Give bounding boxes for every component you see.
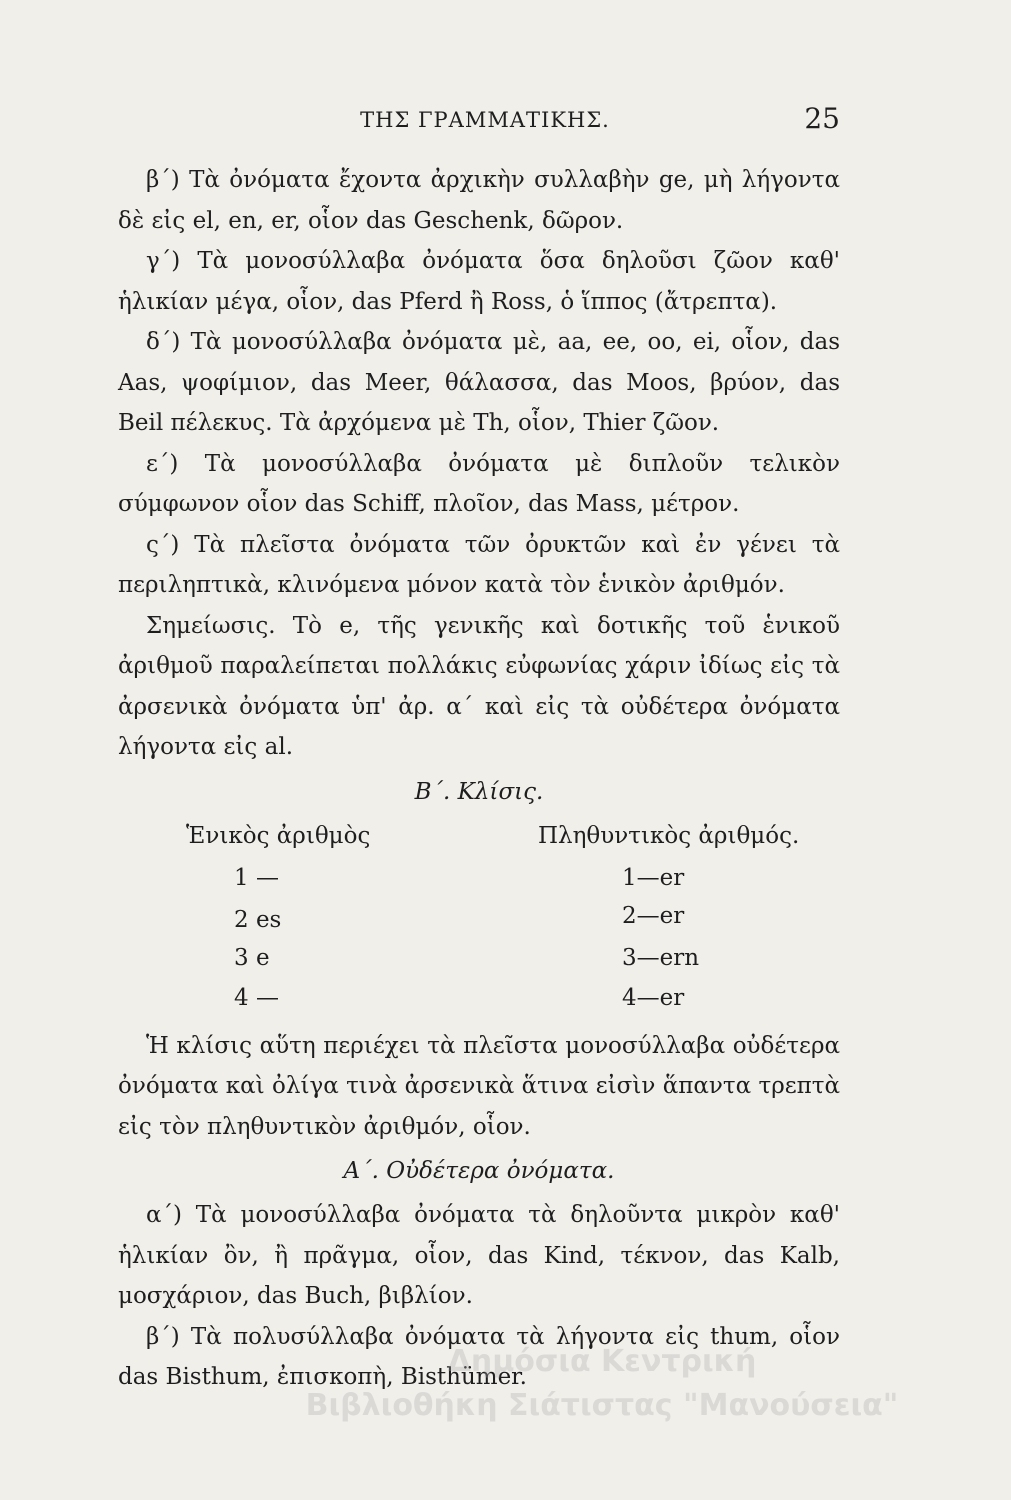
singular-case-2: 2 es [234, 906, 282, 933]
paragraph-d: δ΄) Τὰ μονοσύλλαβα ὀνόματα μὲ, aa, ee, oo, ei, οἷον, das Aas, ψοφίμιον, das Meer, θάλασσα, das Moos, βρύον, das Beil πέλεκυς. Τὰ ἀρχόμενα μὲ Th, οἷον, Thier ζῶον. [118, 329, 840, 436]
singular-header: Ἑνικὸς ἀριθμὸς [186, 822, 371, 849]
page-number: 25 [804, 102, 840, 135]
paragraph-neuter-a: α΄) Τὰ μονοσύλλαβα ὀνόματα τὰ δηλοῦντα μικρὸν καθ' ἡλικίαν ὂν, ἢ πρᾶγμα, οἷον, das Kind, τέκνον, das Kalb, μοσχάριον, das Buch, βιβλίον. [118, 1202, 840, 1309]
plural-case-1: 1—er [622, 864, 685, 891]
section-heading-declension: Β΄. Κλίσις. [414, 778, 544, 805]
plural-header: Πληθυντικὸς ἀριθμός. [538, 822, 800, 849]
plural-case-2: 2—er [622, 902, 685, 929]
singular-case-3: 3 e [234, 944, 270, 971]
paragraph-declension-note: Ἡ κλίσις αὕτη περιέχει τὰ πλεῖστα μονοσύλλαβα οὐδέτερα ὀνόματα καὶ ὀλίγα τινὰ ἀρσενικὰ ἅτινα εἰσὶν ἅπαντα τρεπτὰ εἰς τὸν πληθυντικὸν ἀριθμόν, οἷον. [118, 1032, 840, 1140]
body-text [118, 160, 840, 1398]
watermark-line-2: Βιβλιοθήκη Σιάτιστας "Μανούσεια" [305, 1388, 899, 1423]
singular-case-4: 4 — [234, 984, 279, 1011]
watermark-line-1: Δημόσια Κεντρική [447, 1344, 757, 1379]
page-header [130, 102, 840, 142]
library-watermark [232, 1340, 972, 1428]
paragraph-f: ς΄) Τὰ πλεῖστα ὀνόματα τῶν ὀρυκτῶν καὶ ἐν γένει τὰ περιληπτικὰ, κλινόμενα μόνον κατὰ τὸν ἑνικὸν ἀριθμόν. [118, 531, 840, 598]
declension-table [118, 816, 840, 1026]
paragraph-c: γ΄) Τὰ μονοσύλλαβα ὀνόματα ὅσα δηλοῦσι ζῶον καθ' ἡλικίαν μέγα, οἷον, das Pferd ἢ Ross, ὁ ἵππος (ἄτρεπτα). [118, 248, 840, 315]
plural-case-4: 4—er [622, 984, 685, 1011]
section-heading-neuter: Α΄. Οὐδέτερα ὀνόματα. [343, 1158, 615, 1184]
plural-case-3: 3—ern [622, 944, 700, 971]
paragraph-b: β΄) Τὰ ὀνόματα ἔχοντα ἀρχικὴν συλλαβὴν ge, μὴ λήγοντα δὲ εἰς el, en, er, οἷον das Geschenk, δῶρον. [118, 167, 840, 234]
running-head: ΤΗΣ ΓΡΑΜΜΑΤΙΚΗΣ. [360, 108, 610, 132]
note-paragraph: Σημείωσις. Τὸ e, τῆς γενικῆς καὶ δοτικῆς τοῦ ἑνικοῦ ἀριθμοῦ παραλείπεται πολλάκις εὐφωνίας χάριν ἰδίως εἰς τὰ ἀρσενικὰ ὀνόματα ὑπ' ἀρ. α΄ καὶ εἰς τὰ οὐδέτερα ὀνόματα λήγοντα εἰς al. [118, 612, 840, 760]
singular-case-1: 1 — [234, 864, 279, 891]
paragraph-e: ε΄) Τὰ μονοσύλλαβα ὀνόματα μὲ διπλοῦν τελικὸν σύμφωνον οἷον das Schiff, πλοῖον, das Mass, μέτρον. [118, 450, 840, 517]
paragraph-neuter-b: β΄) Τὰ πολυσύλλαβα ὀνόματα τὰ λήγοντα εἰς thum, οἷον das Bisthum, ἐπισκοπὴ, Bisthümer. [118, 1323, 840, 1390]
